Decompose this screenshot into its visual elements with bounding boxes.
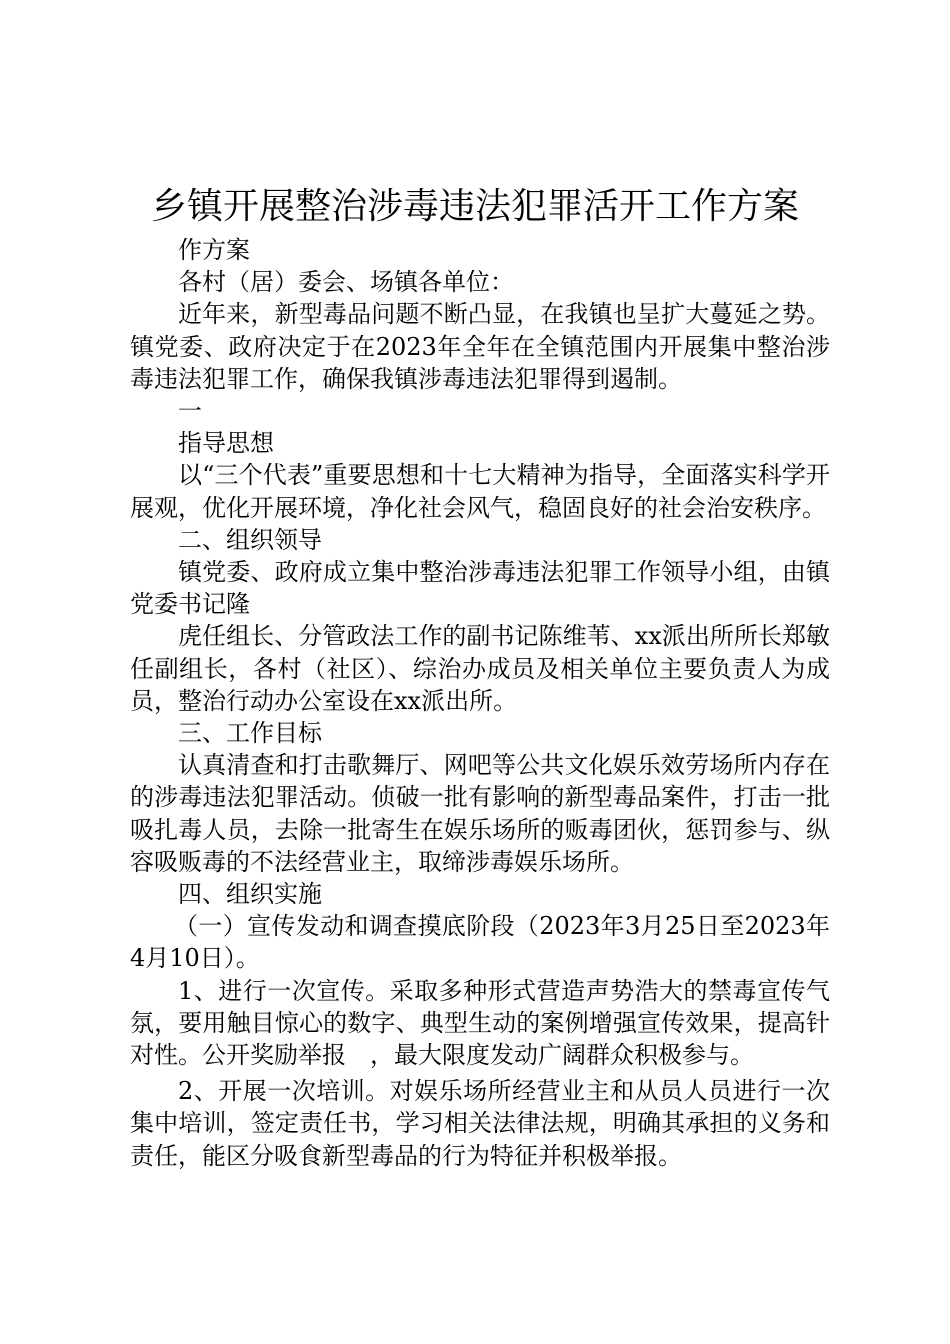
section-heading-organization: 二、组织领导 bbox=[178, 525, 322, 554]
paragraph-heading-fragment: 作方案 bbox=[178, 236, 250, 264]
section-heading-guiding-ideology: 指导思想 bbox=[178, 429, 274, 458]
paragraph-leadership-members: 虎任组长、分管政法工作的副书记陈维苇、xx派出所所长郑敏任副组长，各村（社区）、综治办成员及相关单位主要负责人为成员，整治行动办公室设在xx派出所。 bbox=[130, 622, 830, 715]
paragraph-guiding-ideology: 以“三个代表”重要思想和十七大精神为指导，全面落实科学开展观，优化开展环境，净化社会风气，稳固良好的社会治安秩序。 bbox=[130, 461, 830, 522]
paragraph-item-publicity: 1、进行一次宣传。采取多种形式营造声势浩大的禁毒宣传气氛，要用触目惊心的数字、典型生动的案例增强宣传效果，提高针对性。公开奖励举报 ，最大限度发动广阔群众积极参与。 bbox=[130, 976, 830, 1070]
paragraph-salutation: 各村（居）委会、场镇各单位： bbox=[178, 268, 514, 297]
section-number-one: 一 bbox=[178, 397, 202, 426]
paragraph-work-goals: 认真清查和打击歌舞厅、网吧等公共文化娱乐效劳场所内存在的涉毒违法犯罪活动。侦破一批有影响的新型毒品案件，打击一批吸扎毒人员，去除一批寄生在娱乐场所的贩毒团伙，惩罚参与、纵容吸贩毒的不法经营业主，取缔涉毒娱乐场所。 bbox=[130, 751, 830, 876]
paragraph-intro: 近年来，新型毒品问题不断凸显，在我镇也呈扩大蔓延之势。镇党委、政府决定于在2023年全年在全镇范围内开展集中整治涉毒违法犯罪工作，确保我镇涉毒违法犯罪得到遏制。 bbox=[130, 300, 830, 393]
document-body bbox=[130, 234, 830, 1172]
section-heading-work-goals: 三、工作目标 bbox=[178, 719, 322, 748]
subsection-heading-stage-one: （一）宣传发动和调查摸底阶段（2023年3月25日至2023年4月10日）。 bbox=[130, 912, 830, 973]
document-title: 乡镇开展整治涉毒违法犯罪活开工作方案 bbox=[150, 186, 799, 227]
paragraph-leadership-group: 镇党委、政府成立集中整治涉毒违法犯罪工作领导小组，由镇党委书记隆 bbox=[130, 558, 830, 619]
paragraph-item-training: 2、开展一次培训。对娱乐场所经营业主和从员人员进行一次集中培训，签定责任书，学习相关法律法规，明确其承担的义务和责任，能区分吸食新型毒品的行为特征并积极举报。 bbox=[130, 1077, 830, 1170]
section-heading-implementation: 四、组织实施 bbox=[178, 880, 322, 909]
